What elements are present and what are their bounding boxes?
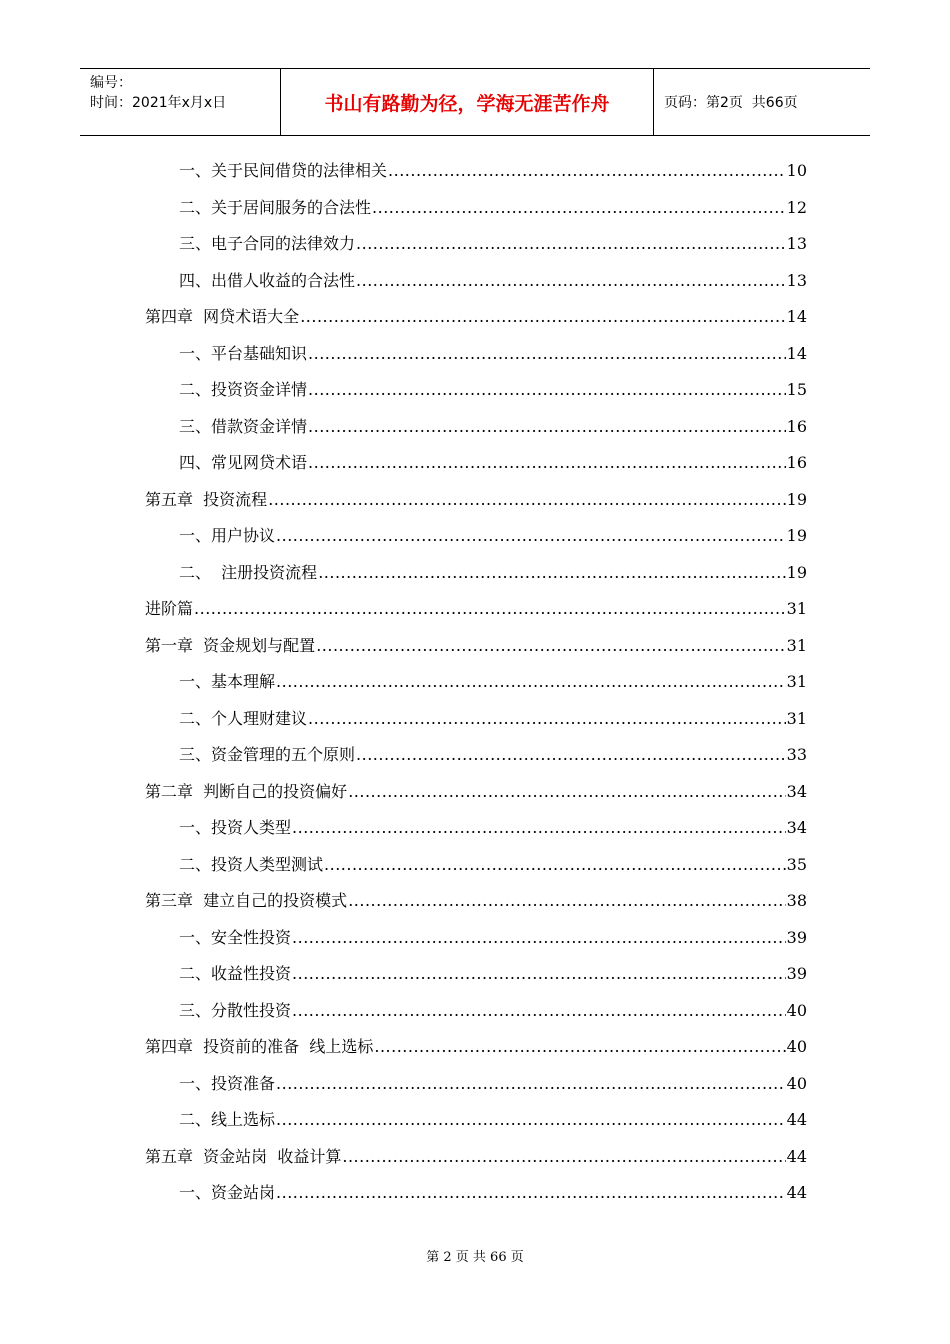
toc-leader-dots bbox=[356, 226, 786, 263]
toc-entry[interactable] bbox=[145, 190, 807, 227]
toc-entry[interactable] bbox=[145, 701, 807, 738]
page-header bbox=[80, 68, 870, 136]
toc-leader-dots bbox=[372, 190, 786, 227]
toc-entry-title: 一、投资人类型 bbox=[179, 818, 292, 837]
table-of-contents bbox=[145, 153, 807, 1212]
toc-entry[interactable] bbox=[145, 1175, 807, 1212]
toc-entry-page: 35 bbox=[786, 854, 807, 874]
toc-entry[interactable] bbox=[145, 737, 807, 774]
toc-entry[interactable] bbox=[145, 810, 807, 847]
toc-entry-title: 四、常见网贷术语 bbox=[179, 453, 308, 472]
toc-entry-title: 一、资金站岗 bbox=[179, 1183, 276, 1202]
toc-leader-dots bbox=[292, 993, 786, 1030]
toc-entry[interactable] bbox=[145, 372, 807, 409]
toc-entry-title: 四、出借人收益的合法性 bbox=[179, 270, 356, 290]
toc-entry-title: 二、关于居间服务的合法性 bbox=[179, 197, 372, 217]
toc-entry[interactable] bbox=[145, 409, 807, 446]
toc-entry-page: 31 bbox=[786, 708, 807, 728]
toc-leader-dots bbox=[308, 336, 786, 373]
toc-entry-title: 三、借款资金详情 bbox=[179, 416, 308, 436]
toc-entry-page: 13 bbox=[786, 270, 807, 290]
toc-entry-title: 一、用户协议 bbox=[179, 526, 276, 545]
toc-entry-title: 二、 注册投资流程 bbox=[179, 562, 318, 582]
toc-entry-title: 二、投资人类型测试 bbox=[179, 854, 324, 874]
toc-entry[interactable] bbox=[145, 774, 807, 811]
toc-leader-dots bbox=[324, 847, 786, 884]
toc-leader-dots bbox=[308, 372, 786, 409]
toc-entry-title: 进阶篇 bbox=[145, 599, 194, 618]
toc-entry-page: 13 bbox=[786, 234, 807, 253]
toc-entry[interactable] bbox=[145, 482, 807, 519]
toc-entry[interactable] bbox=[145, 664, 807, 701]
toc-entry-page: 19 bbox=[786, 526, 807, 545]
toc-entry-title: 三、分散性投资 bbox=[179, 1000, 292, 1020]
toc-leader-dots bbox=[348, 883, 785, 920]
toc-entry-title: 二、投资资金详情 bbox=[179, 380, 308, 399]
toc-entry-page: 16 bbox=[786, 416, 807, 436]
toc-leader-dots bbox=[276, 664, 786, 701]
toc-entry-page: 40 bbox=[786, 1073, 807, 1093]
toc-entry[interactable] bbox=[145, 993, 807, 1030]
toc-leader-dots bbox=[356, 263, 786, 300]
toc-entry-page: 38 bbox=[786, 891, 807, 910]
toc-leader-dots bbox=[276, 518, 786, 555]
toc-entry-page: 34 bbox=[786, 781, 807, 801]
toc-entry[interactable] bbox=[145, 1066, 807, 1103]
toc-leader-dots bbox=[308, 701, 786, 738]
toc-entry[interactable] bbox=[145, 555, 807, 592]
toc-entry[interactable] bbox=[145, 226, 807, 263]
toc-entry-page: 31 bbox=[786, 599, 807, 618]
toc-leader-dots bbox=[318, 555, 785, 592]
toc-entry-title: 第四章 网贷术语大全 bbox=[145, 307, 300, 326]
toc-entry-title: 第五章 投资流程 bbox=[145, 489, 268, 509]
toc-entry-page: 19 bbox=[786, 562, 807, 582]
toc-leader-dots bbox=[342, 1139, 785, 1176]
toc-leader-dots bbox=[308, 445, 786, 482]
toc-leader-dots bbox=[276, 1175, 786, 1212]
toc-entry-title: 一、安全性投资 bbox=[179, 927, 292, 947]
toc-leader-dots bbox=[356, 737, 786, 774]
toc-entry-title: 二、收益性投资 bbox=[179, 964, 292, 983]
date-label: 时间：2021年x月x日 bbox=[90, 95, 227, 111]
toc-entry-page: 10 bbox=[786, 161, 807, 180]
toc-entry-title: 第五章 资金站岗 收益计算 bbox=[145, 1146, 342, 1166]
toc-entry[interactable] bbox=[145, 518, 807, 555]
toc-leader-dots bbox=[268, 482, 785, 519]
toc-entry[interactable] bbox=[145, 591, 807, 628]
toc-entry-page: 31 bbox=[786, 672, 807, 691]
toc-entry[interactable] bbox=[145, 445, 807, 482]
toc-entry-page: 40 bbox=[786, 1037, 807, 1056]
toc-leader-dots bbox=[308, 409, 786, 446]
toc-entry[interactable] bbox=[145, 336, 807, 373]
toc-entry-page: 19 bbox=[786, 489, 807, 509]
toc-leader-dots bbox=[292, 920, 786, 957]
toc-entry-title: 一、基本理解 bbox=[179, 672, 276, 691]
header-meta bbox=[80, 69, 281, 135]
page-label: 页码：第2页 共66页 bbox=[664, 95, 798, 111]
toc-entry[interactable] bbox=[145, 883, 807, 920]
page-footer bbox=[0, 1246, 950, 1265]
toc-leader-dots bbox=[276, 1066, 786, 1103]
toc-entry-title: 三、电子合同的法律效力 bbox=[179, 234, 356, 253]
toc-entry[interactable] bbox=[145, 920, 807, 957]
toc-entry-title: 第一章 资金规划与配置 bbox=[145, 635, 316, 655]
motto-text: 书山有路勤为径，学海无涯苦作舟 bbox=[324, 92, 610, 115]
toc-entry-page: 44 bbox=[786, 1183, 807, 1202]
toc-entry-page: 40 bbox=[786, 1000, 807, 1020]
toc-entry-title: 一、投资准备 bbox=[179, 1073, 276, 1093]
toc-entry-title: 第三章 建立自己的投资模式 bbox=[145, 891, 348, 910]
toc-entry-page: 33 bbox=[786, 745, 807, 764]
toc-entry[interactable] bbox=[145, 956, 807, 993]
header-motto bbox=[281, 69, 654, 135]
footer-page-number: 第 2 页 共 66 页 bbox=[426, 1250, 524, 1265]
toc-entry[interactable] bbox=[145, 153, 807, 190]
toc-entry-title: 第二章 判断自己的投资偏好 bbox=[145, 781, 348, 801]
toc-entry[interactable] bbox=[145, 1029, 807, 1066]
toc-entry-page: 14 bbox=[786, 343, 807, 363]
toc-leader-dots bbox=[374, 1029, 785, 1066]
toc-entry[interactable] bbox=[145, 299, 807, 336]
toc-entry-page: 34 bbox=[786, 818, 807, 837]
toc-entry[interactable] bbox=[145, 847, 807, 884]
toc-leader-dots bbox=[276, 1102, 786, 1139]
toc-entry-title: 二、个人理财建议 bbox=[179, 708, 308, 728]
toc-leader-dots bbox=[300, 299, 785, 336]
toc-entry-page: 31 bbox=[786, 635, 807, 655]
toc-entry-page: 44 bbox=[786, 1110, 807, 1129]
toc-entry-title: 一、平台基础知识 bbox=[179, 343, 308, 363]
toc-entry-title: 一、关于民间借贷的法律相关 bbox=[179, 161, 388, 180]
toc-entry-page: 39 bbox=[786, 964, 807, 983]
toc-leader-dots bbox=[388, 153, 786, 190]
toc-entry-page: 39 bbox=[786, 927, 807, 947]
toc-entry-page: 12 bbox=[786, 197, 807, 217]
toc-entry-page: 15 bbox=[786, 380, 807, 399]
toc-entry[interactable] bbox=[145, 1139, 807, 1176]
toc-entry-page: 44 bbox=[786, 1146, 807, 1166]
toc-entry[interactable] bbox=[145, 628, 807, 665]
toc-entry-page: 16 bbox=[786, 453, 807, 472]
toc-entry-title: 二、线上选标 bbox=[179, 1110, 276, 1129]
toc-entry[interactable] bbox=[145, 1102, 807, 1139]
toc-leader-dots bbox=[316, 628, 785, 665]
header-page-info bbox=[654, 69, 870, 135]
toc-leader-dots bbox=[194, 591, 786, 628]
toc-entry-title: 第四章 投资前的准备 线上选标 bbox=[145, 1037, 374, 1056]
toc-entry-page: 14 bbox=[786, 307, 807, 326]
toc-leader-dots bbox=[348, 774, 785, 811]
code-label: 编号： bbox=[90, 75, 132, 91]
toc-leader-dots bbox=[292, 956, 786, 993]
toc-entry-title: 三、资金管理的五个原则 bbox=[179, 745, 356, 764]
toc-entry[interactable] bbox=[145, 263, 807, 300]
toc-leader-dots bbox=[292, 810, 786, 847]
